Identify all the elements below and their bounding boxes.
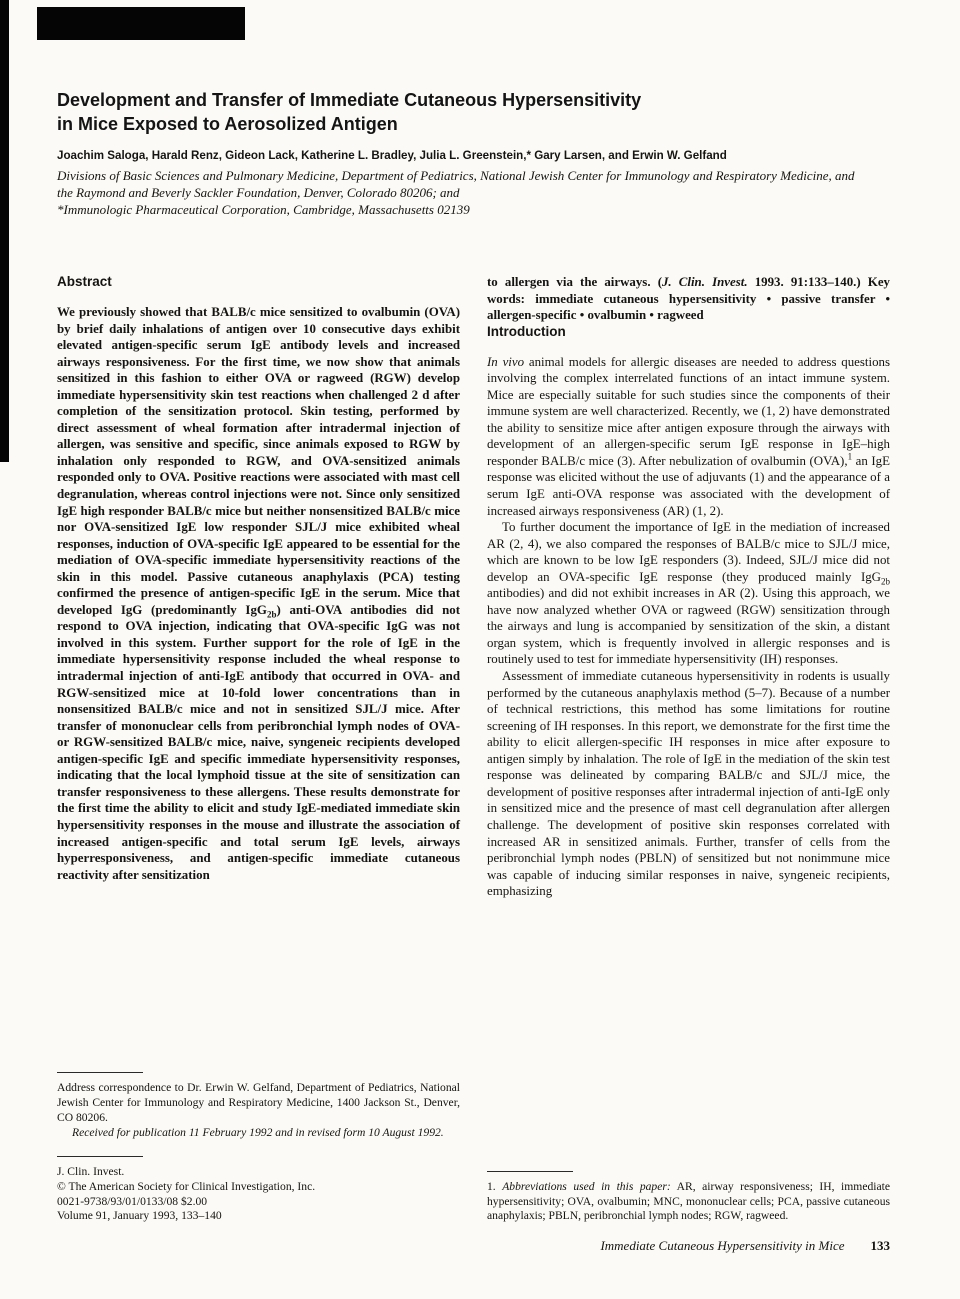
running-title: Immediate Cutaneous Hypersensitivity in Mice (600, 1238, 845, 1253)
right-column (487, 274, 890, 1226)
author-list: Joachim Saloga, Harald Renz, Gideon Lack, Katherine L. Bradley, Julia L. Greenstein,* Gary Larsen, and Erwin W. Gelfand (57, 149, 727, 162)
volume-line: Volume 91, January 1993, 133–140 (57, 1209, 222, 1223)
journal-name: J. Clin. Invest. (57, 1165, 125, 1179)
affiliations (57, 167, 863, 218)
intro-paragraph-3: Assessment of immediate cutaneous hypersensitivity in rodents is usually performed by the cutaneous anaphylaxis method (5–7). Because of a number of technical restrictions, this method has some limitations for routine screening of IH responses. In this report, we demonstrate for the first time the ability to elicit allergen-specific IH responses in mice after exposure to antigen simply by inhalation. The role of IgE in the mediation of the skin test response was delineated by comparing BALB/c and SJL/J mice, the development of positive responses after intradermal injection of anti-IgE only in sensitized mice and the presence of mast cell degranulation after allergen challenge. The development of positive skin responses correlated with increased AR in sensitized animals. Further, transfer of cells from the peribronchial lymph nodes (PBLN) of sensitized but not nonimmune mice was capable of inducing similar responses in naive, syngeneic recipients, emphasizing (487, 669, 890, 899)
right-footnotes (487, 1171, 890, 1226)
page-footer (57, 1238, 890, 1254)
title-line-1: Development and Transfer of Immediate Cutaneous Hypersensitivity (57, 90, 642, 110)
journal-info-rule (57, 1156, 143, 1157)
scan-artifact-left (0, 0, 9, 462)
intro-paragraph-2: To further document the importance of IgE in the mediation of increased AR (2, 4), we also compared the responses of BALB/c mice to SJL/J mice, which are known to be low IgE responders (3). Indeed, SJL/J mice did not develop an OVA-specific IgE response (they produced mainly IgG$_{2b}$ antibodies) and did not exhibit increases in AR (2). Using this approach, we have now analyzed whether OVA or ragweed (RGW) sensitization through the airways and lung is accompanied by sensitization of the skin, a distant organ system, which is frequently involved in allergic responses and is routinely used to test for immediate hypersensitivity (IH) responses. (487, 520, 890, 667)
issn-price-line: 0021-9738/93/01/0133/08 $2.00 (57, 1194, 208, 1208)
correspondence-rule (57, 1072, 143, 1073)
two-column-body (57, 274, 890, 1226)
correspondence-note: Address correspondence to Dr. Erwin W. Gelfand, Department of Pediatrics, National Jewish Center for Immunology and Respiratory Medicine, 1400 Jackson St., Denver, CO 80206. (57, 1081, 460, 1124)
received-note: Received for publication 11 February 1992 and in revised form 10 August 1992. (72, 1126, 444, 1140)
introduction-heading: Introduction (487, 323, 566, 339)
title-line-2: in Mice Exposed to Aerosolized Antigen (57, 114, 398, 134)
abstract-continuation-keywords: to allergen via the airways. (J. Clin. Invest. 1993. 91:133–140.) Key words: immediate cutaneous hypersensitivity • passive transfer • allergen-specific • ovalbumin • ragweed (487, 275, 890, 323)
abstract-heading: Abstract (57, 274, 112, 289)
page-number: 133 (870, 1238, 890, 1253)
copyright-line: © The American Society for Clinical Investigation, Inc. (57, 1179, 316, 1193)
scan-artifact-top (37, 7, 245, 40)
abbreviations-note: 1. Abbreviations used in this paper: AR, airway responsiveness; IH, immediate hypersensitivity; OVA, ovalbumin; MNC, mononuclear cells; PCA, passive cutaneous anaphylaxis; PBLN, peribronchial lymph nodes; RGW, ragweed. (487, 1179, 890, 1223)
abbreviations-rule (487, 1171, 573, 1172)
left-footnotes (57, 1072, 460, 1226)
abstract-text: We previously showed that BALB/c mice sensitized to ovalbumin (OVA) by brief daily inhalations of antigen over 10 consecutive days exhibit elevated antigen-specific serum IgE antibody levels and increased airways responsiveness. For the first time, we now show that animals sensitized in this fashion to either OVA or ragweed (RGW) develop immediate hypersensitivity skin test reactions when challenged 2 d after completion of the sensitization protocol. Skin testing, performed by direct assessment of wheal formation after intradermal injection of allergen, was sensitive and specific, since animals exposed to RGW by inhalation only responded to RGW, and OVA-sensitized animals responded only to OVA. Positive reactions were associated with mast cell degranulation, whereas control injections were not. Since only sensitized IgE high responder BALB/c mice but neither nonsensitized BALB/c mice nor OVA-sensitized IgE low responder SJL/J mice exhibited wheal responses, induction of OVA-specific IgE appeared to be essential for the mediation of OVA-specific immediate hypersensitivity reactions of the skin in this model. Passive cutaneous anaphylaxis (PCA) testing confirmed the presence of antigen-specific IgE in the serum. Mice that developed IgG (predominantly IgG$_{2b}$) anti-OVA antibodies did not respond to OVA injection, indicating that OVA-specific IgG was not involved in this system. Further support for the role of IgE in the immediate hypersensitivity response included the wheal response to intradermal injection of anti-IgE antibody that occurred in OVA- and RGW-sensitized mice at 10-fold lower concentrations than in nonsensitized BALB/c mice and not in sensitized SJL/J mice. After transfer of mononuclear cells from peribronchial lymph nodes of OVA- or RGW-sensitized BALB/c mice, naive, syngeneic recipients developed antigen-specific IgE and specific immediate hypersensitivity responses, indicating that the local lymphoid tissue at the site of sensitization can transfer responsiveness to these allergens. These results demonstrate for the first time the ability to elicit and study IgE-mediated immediate skin hypersensitivity responses in the mouse and illustrate the association of increased antigen-specific and total serum IgE levels, airways hyperresponsiveness, and antigen-specific immediate cutaneous reactivity after sensitization (57, 305, 461, 882)
affiliation-main: Divisions of Basic Sciences and Pulmonary Medicine, Department of Pediatrics, National Jewish Center for Immunology and Respiratory Medicine, and the Raymond and Beverly Sackler Foundation, Denver, Colorado 80206; and (57, 168, 855, 200)
article-title (57, 88, 890, 136)
article-header (57, 88, 890, 218)
intro-paragraph-1: In vivo animal models for allergic diseases are needed to address questions involving the complex interrelated functions of an intact immune system. Mice are especially suitable for such studies since the components of their immune system are well characterized. Recently, we (1, 2) have demonstrated the ability to sensitize mice after antigen exposure through the airways with development of an allergen-specific serum IgE response in IgE–high responder BALB/c mice (3). After nebulization of ovalbumin (OVA),$^1$ an IgE response was elicited without the use of adjuvants (1) and the appearance of a serum IgE anti-OVA response was associated with the development of increased airways responsiveness (AR) (1, 2). (487, 354, 890, 518)
left-column (57, 274, 460, 1226)
affiliation-secondary: *Immunologic Pharmaceutical Corporation, Cambridge, Massachusetts 02139 (57, 202, 470, 217)
